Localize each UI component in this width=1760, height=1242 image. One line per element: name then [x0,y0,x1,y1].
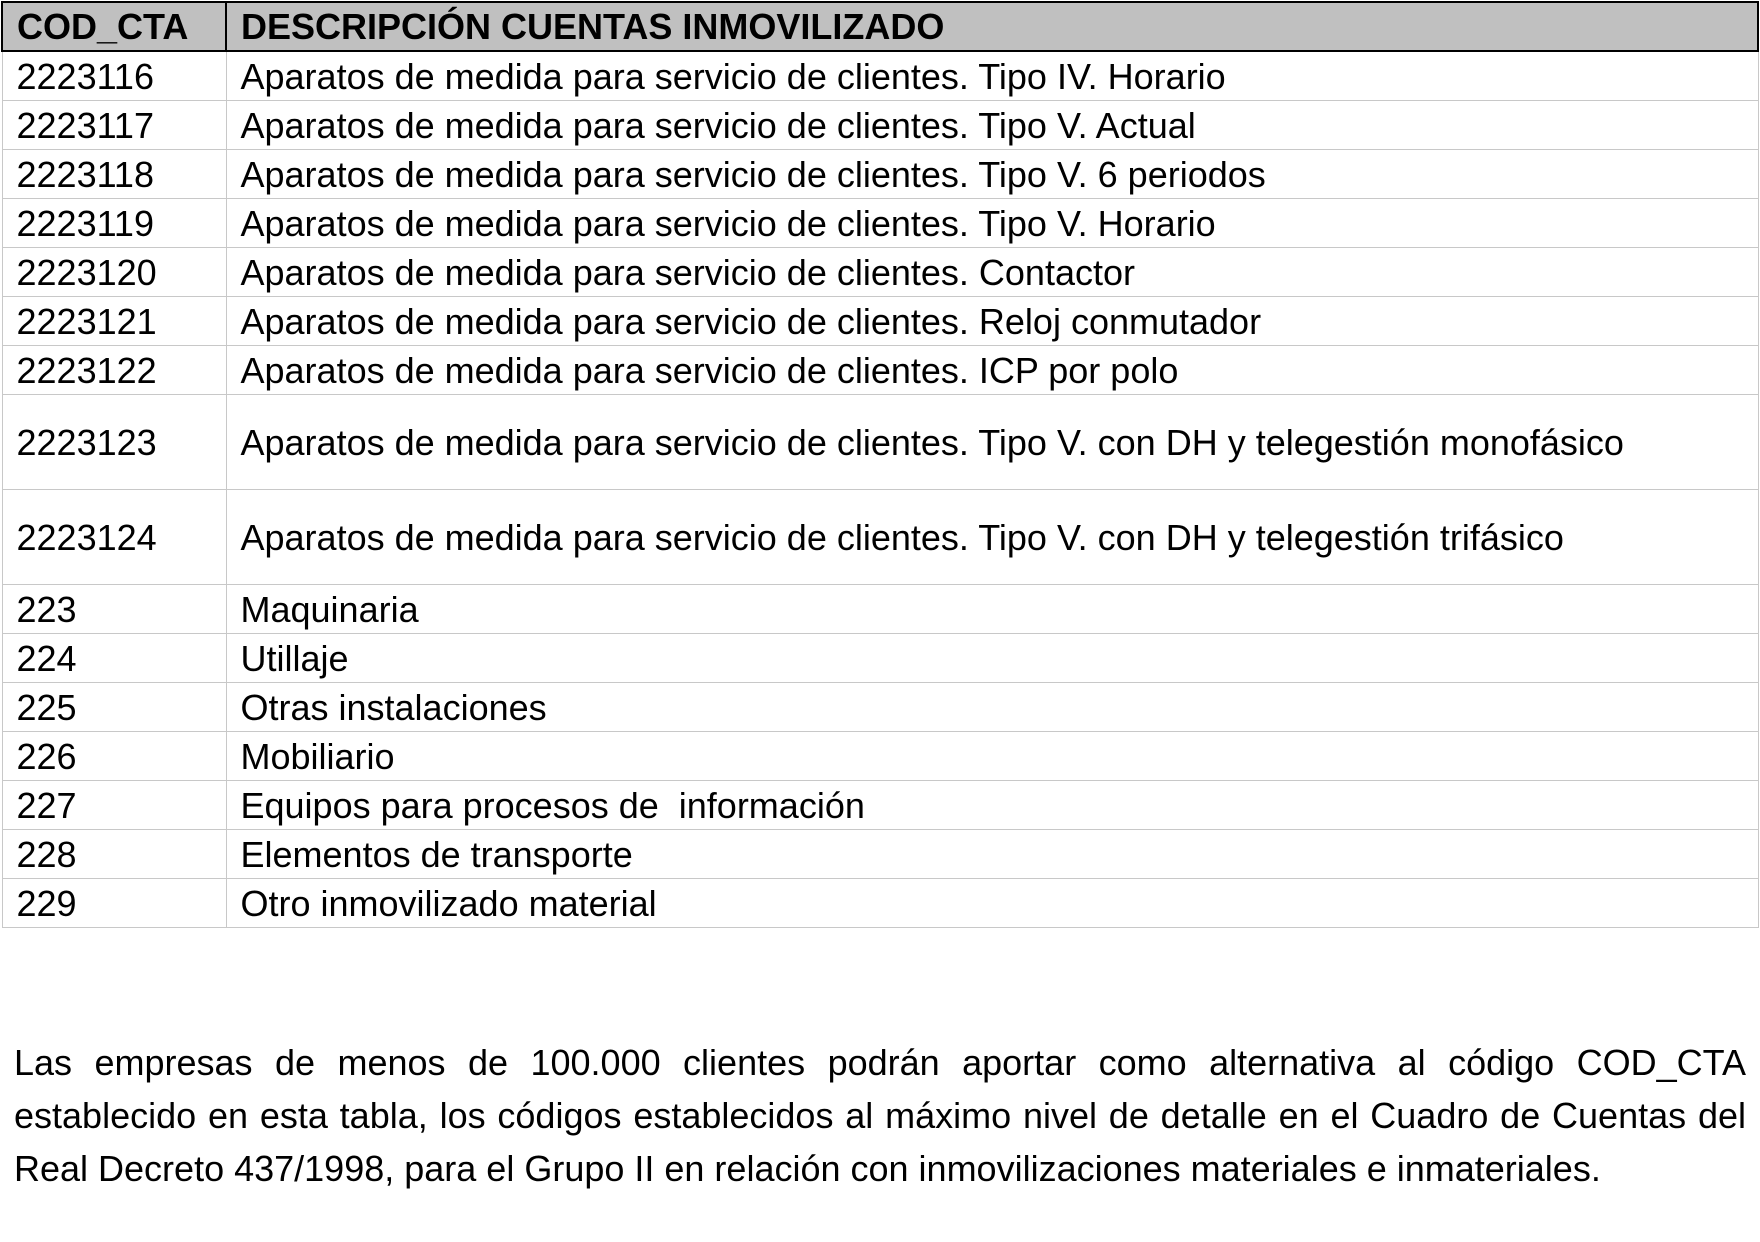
account-code: 2223118 [2,150,226,199]
table-row [2,879,1758,928]
accounts-table [1,1,1759,928]
header-code: COD_CTA [2,2,226,51]
table-row [2,683,1758,732]
account-description: Aparatos de medida para servicio de clientes. Tipo V. 6 periodos [226,150,1758,199]
table-row [2,101,1758,150]
table-row [2,585,1758,634]
table-row [2,51,1758,101]
table-row [2,732,1758,781]
table-row [2,297,1758,346]
account-code: 2223123 [2,395,226,490]
account-description: Utillaje [226,634,1758,683]
account-code: 2223122 [2,346,226,395]
account-description: Mobiliario [226,732,1758,781]
table-body [2,51,1758,928]
account-code: 227 [2,781,226,830]
account-code: 228 [2,830,226,879]
footnote-paragraph: Las empresas de menos de 100.000 clientes podrán aportar como alternativa al código COD_CTA establecido en esta tabla, los códigos establecidos al máximo nivel de detalle en el Cuadro de Cuentas del Real Decreto 437/1998, para el Grupo II en relación con inmovilizaciones materiales e inmateriales. [14,1042,1746,1189]
table-row [2,490,1758,585]
account-description: Aparatos de medida para servicio de clientes. Tipo V. Actual [226,101,1758,150]
account-code: 2223120 [2,248,226,297]
account-description: Otras instalaciones [226,683,1758,732]
table-row [2,634,1758,683]
account-code: 2223124 [2,490,226,585]
table-header [2,2,1758,51]
header-description: DESCRIPCIÓN CUENTAS INMOVILIZADO [226,2,1758,51]
account-description: Equipos para procesos de información [226,781,1758,830]
account-description: Aparatos de medida para servicio de clientes. Reloj conmutador [226,297,1758,346]
account-description: Aparatos de medida para servicio de clientes. Tipo IV. Horario [226,51,1758,101]
account-description: Aparatos de medida para servicio de clientes. ICP por polo [226,346,1758,395]
account-code: 2223116 [2,51,226,101]
account-description: Aparatos de medida para servicio de clientes. Tipo V. con DH y telegestión trifásico [226,490,1758,585]
account-code: 223 [2,585,226,634]
table-row [2,150,1758,199]
table-row [2,248,1758,297]
account-code: 225 [2,683,226,732]
account-code: 224 [2,634,226,683]
account-description: Maquinaria [226,585,1758,634]
header-row [2,2,1758,51]
account-code: 2223117 [2,101,226,150]
account-description: Elementos de transporte [226,830,1758,879]
account-code: 229 [2,879,226,928]
table-row [2,346,1758,395]
account-description: Aparatos de medida para servicio de clientes. Tipo V. con DH y telegestión monofásico [226,395,1758,490]
account-code: 226 [2,732,226,781]
table-row [2,781,1758,830]
table-row [2,830,1758,879]
account-description: Aparatos de medida para servicio de clientes. Tipo V. Horario [226,199,1758,248]
table-row [2,199,1758,248]
account-description: Otro inmovilizado material [226,879,1758,928]
table-row [2,395,1758,490]
account-code: 2223121 [2,297,226,346]
account-description: Aparatos de medida para servicio de clientes. Contactor [226,248,1758,297]
account-code: 2223119 [2,199,226,248]
